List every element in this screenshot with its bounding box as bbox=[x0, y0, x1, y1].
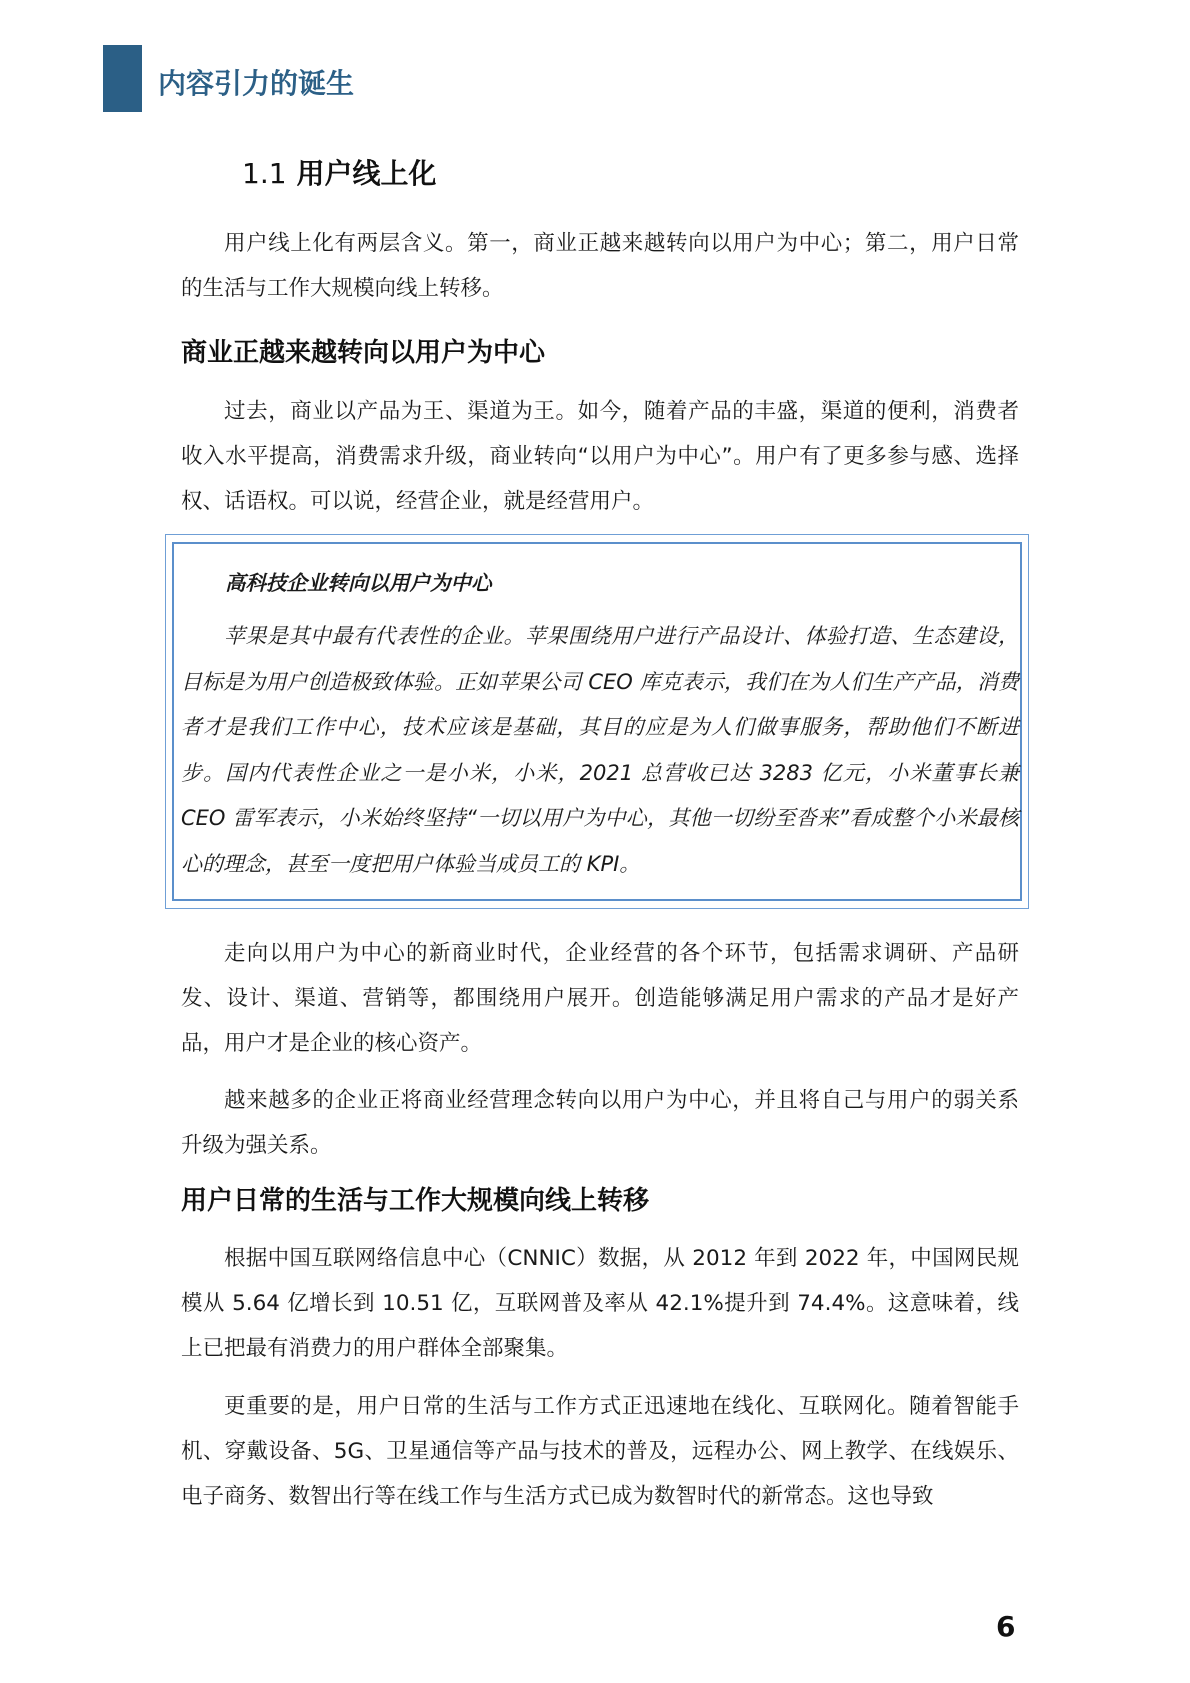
intro-paragraph: 用户线上化有两层含义。第一，商业正越来越转向以用户为中心；第二，用户日常的生活与工作大规模向线上转移。 bbox=[181, 231, 1019, 301]
page-number: 6 bbox=[996, 1610, 1016, 1643]
case-study-text: 苹果是其中最有代表性的企业。苹果围绕用户进行产品设计、体验打造、生态建设，目标是为用户创造极致体验。正如苹果公司 CEO 库克表示，我们在为人们生产产品，消费者才是我们工作中心，技术应该是基础，其目的应是为人们做事服务，帮助他们不断进步。国内代表性企业之一是小米，小米，2021 总营收已达 3283 亿元，小米董事长兼 CEO 雷军表示，小米始终坚持“一切以用户为中心，其他一切纷至沓来”看成整个小米最核心的理念，甚至一度把用户体验当成员工的 KPI。 bbox=[181, 624, 1019, 876]
subheading-online-migration: 用户日常的生活与工作大规模向线上转移 bbox=[181, 1186, 650, 1216]
paragraph-online-lifestyle: 更重要的是，用户日常的生活与工作方式正迅速地在线化、互联网化。随着智能手机、穿戴设备、5G、卫星通信等产品与技术的普及，远程办公、网上教学、在线娱乐、电子商务、数智出行等在线工作与生活方式已成为数智时代的新常态。这也导致 bbox=[181, 1394, 1019, 1509]
subheading-user-centric: 商业正越来越转向以用户为中心 bbox=[181, 338, 546, 368]
paragraph-new-commerce-era: 走向以用户为中心的新商业时代，企业经营的各个环节，包括需求调研、产品研发、设计、渠道、营销等，都围绕用户展开。创造能够满足用户需求的产品才是好产品，用户才是企业的核心资产。 bbox=[181, 941, 1019, 1056]
paragraph-cnnic-data: 根据中国互联网络信息中心（CNNIC）数据，从 2012 年到 2022 年，中国网民规模从 5.64 亿增长到 10.51 亿，互联网普及率从 42.1%提升到 74.4%。这意味着，线上已把最有消费力的用户群体全部聚集。 bbox=[181, 1246, 1019, 1361]
section-number: 1.1 bbox=[242, 157, 287, 190]
paragraph-past-commerce: 过去，商业以产品为王、渠道为王。如今，随着产品的丰盛，渠道的便利，消费者收入水平提高，消费需求升级，商业转向“以用户为中心”。用户有了更多参与感、选择权、话语权。可以说，经营企业，就是经营用户。 bbox=[181, 399, 1019, 514]
header-accent-bar bbox=[103, 45, 142, 112]
section-title-text: 用户线上化 bbox=[296, 157, 437, 190]
section-heading bbox=[242, 152, 437, 192]
paragraph-strong-relationship: 越来越多的企业正将商业经营理念转向以用户为中心，并且将自己与用户的弱关系升级为强关系。 bbox=[181, 1088, 1019, 1158]
case-study-title: 高科技企业转向以用户为中心 bbox=[225, 571, 492, 595]
chapter-title: 内容引力的诞生 bbox=[158, 67, 355, 100]
